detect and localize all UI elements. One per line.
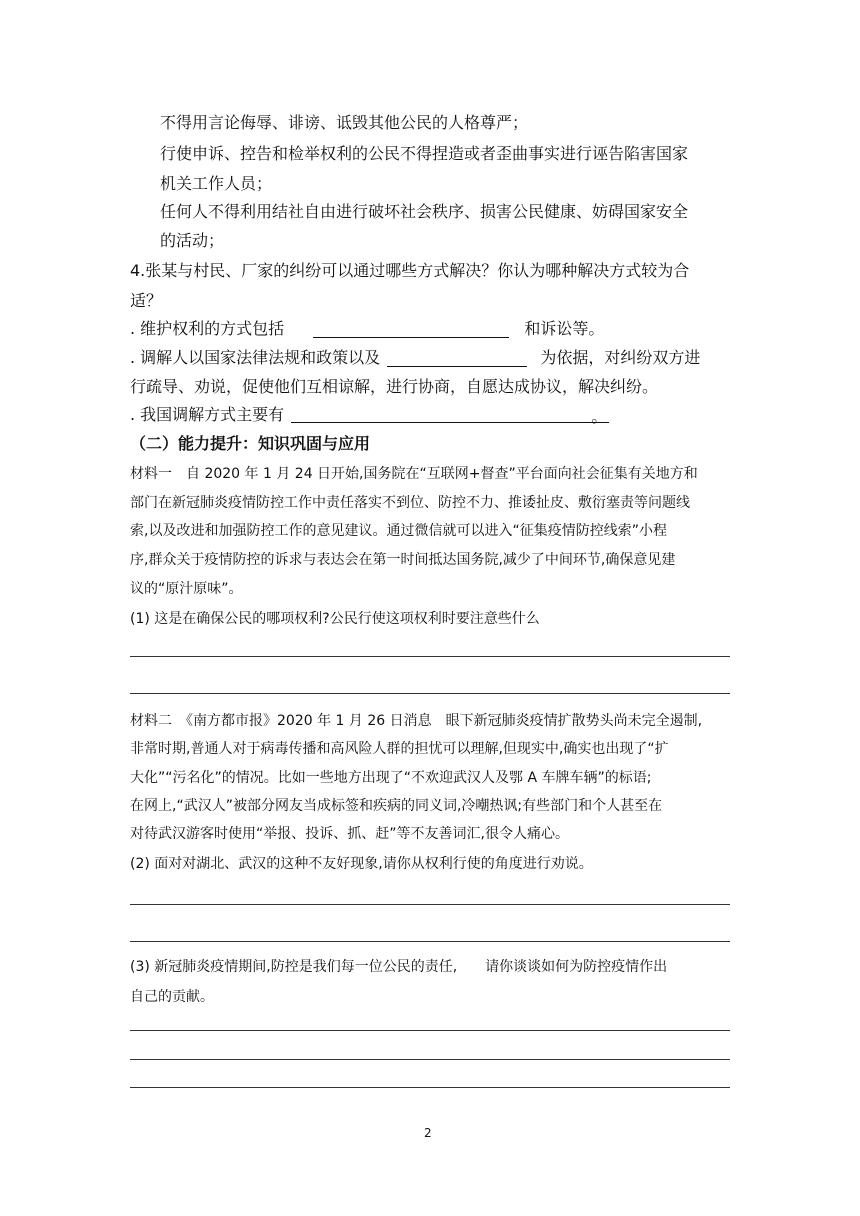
- paragraph-line: 的活动；: [160, 231, 225, 250]
- blank-field[interactable]: [291, 406, 609, 426]
- paragraph-line: 机关工作人员；: [160, 174, 273, 193]
- question-3-continued: 自己的贡献。: [130, 989, 214, 1005]
- answer-line[interactable]: [130, 1059, 730, 1060]
- page-number: 2: [424, 1126, 432, 1140]
- answer-line[interactable]: [130, 904, 730, 905]
- fill-blank-3-suffix: 。: [591, 407, 608, 426]
- fill-blank-2: [130, 345, 700, 368]
- fill-blank-2-prefix: . 调解人以国家法律法规和政策以及: [130, 348, 381, 367]
- material-1-line: 议的“原汁原味”。: [130, 581, 243, 597]
- answer-line[interactable]: [130, 941, 730, 942]
- blank-field[interactable]: [387, 350, 527, 367]
- material-1-line: 索,以及改进和加强防控工作的意见建议。通过微信就可以进入“征集疫情防控线索”小程: [130, 523, 667, 539]
- material-1-line: 材料一 自 2020 年 1 月 24 日开始,国务院在“互联网+督查”平台面向社会征集有关地方和: [130, 466, 698, 482]
- question-4-continued: 适？: [130, 291, 163, 310]
- paragraph-line: 不得用言论侮辱、诽谤、诋毁其他公民的人格尊严；: [160, 113, 529, 132]
- material-2-line: 非常时期,普通人对于病毒传播和高风险人群的担忧可以理解,但现实中,确实也出现了“扩: [130, 741, 669, 757]
- question-3: (3) 新冠肺炎疫情期间,防控是我们每一位公民的责任, 请你谈谈如何为防控疫情作出: [130, 959, 668, 975]
- paragraph-line: 行使申诉、控告和检举权利的公民不得捏造或者歪曲事实进行诬告陷害国家: [160, 144, 689, 163]
- fill-blank-1: [130, 316, 604, 339]
- section-heading: （二）能力提升：知识巩固与应用: [130, 434, 371, 453]
- answer-line[interactable]: [130, 1030, 730, 1031]
- blank-field[interactable]: [313, 321, 509, 338]
- question-2: (2) 面对对湖北、武汉的这种不友好现象,请你从权利行使的角度进行劝说。: [130, 856, 593, 872]
- material-2-line: 对待武汉游客时使用“举报、投诉、抓、赶”等不友善词汇,很令人痛心。: [130, 826, 569, 842]
- answer-line[interactable]: [130, 1087, 730, 1088]
- question-4: 4.张某与村民、厂家的纠纷可以通过哪些方式解决？你认为哪种解决方式较为合: [130, 261, 690, 280]
- fill-blank-1-prefix: . 维护权利的方式包括: [130, 319, 285, 338]
- material-2-line: 在网上,“武汉人”被部分网友当成标签和疾病的同义词,冷嘲热讽;有些部门和个人甚至在: [130, 798, 663, 814]
- material-2-line: 材料二 《南方都市报》2020 年 1 月 26 日消息 眼下新冠肺炎疫情扩散势头尚未完全遏制,: [130, 713, 703, 729]
- fill-blank-2-suffix: 为依据，对纠纷双方进: [540, 348, 701, 367]
- fill-blank-3: [130, 402, 609, 425]
- fill-blank-3-prefix: . 我国调解方式主要有: [130, 405, 285, 424]
- material-2-line: 大化”“污名化”的情况。比如一些地方出现了“不欢迎武汉人及鄂 A 车牌车辆”的标语;: [130, 770, 652, 786]
- material-1-line: 序,群众关于疫情防控的诉求与表达会在第一时间抵达国务院,减少了中间环节,确保意见建: [130, 552, 676, 568]
- material-1-line: 部门在新冠肺炎疫情防控工作中责任落实不到位、防控不力、推诿扯皮、敷衍塞责等问题线: [130, 495, 690, 511]
- paragraph-line: 任何人不得利用结社自由进行破坏社会秩序、损害公民健康、妨碍国家安全: [160, 202, 689, 221]
- fill-blank-1-suffix: 和诉讼等。: [524, 319, 605, 338]
- fill-blank-2-continued: 行疏导、劝说，促使他们互相谅解，进行协商，自愿达成协议，解决纠纷。: [130, 377, 659, 396]
- answer-line[interactable]: [130, 656, 730, 657]
- question-1: (1) 这是在确保公民的哪项权利?公民行使这项权利时要注意些什么: [130, 611, 540, 627]
- answer-line[interactable]: [130, 693, 730, 694]
